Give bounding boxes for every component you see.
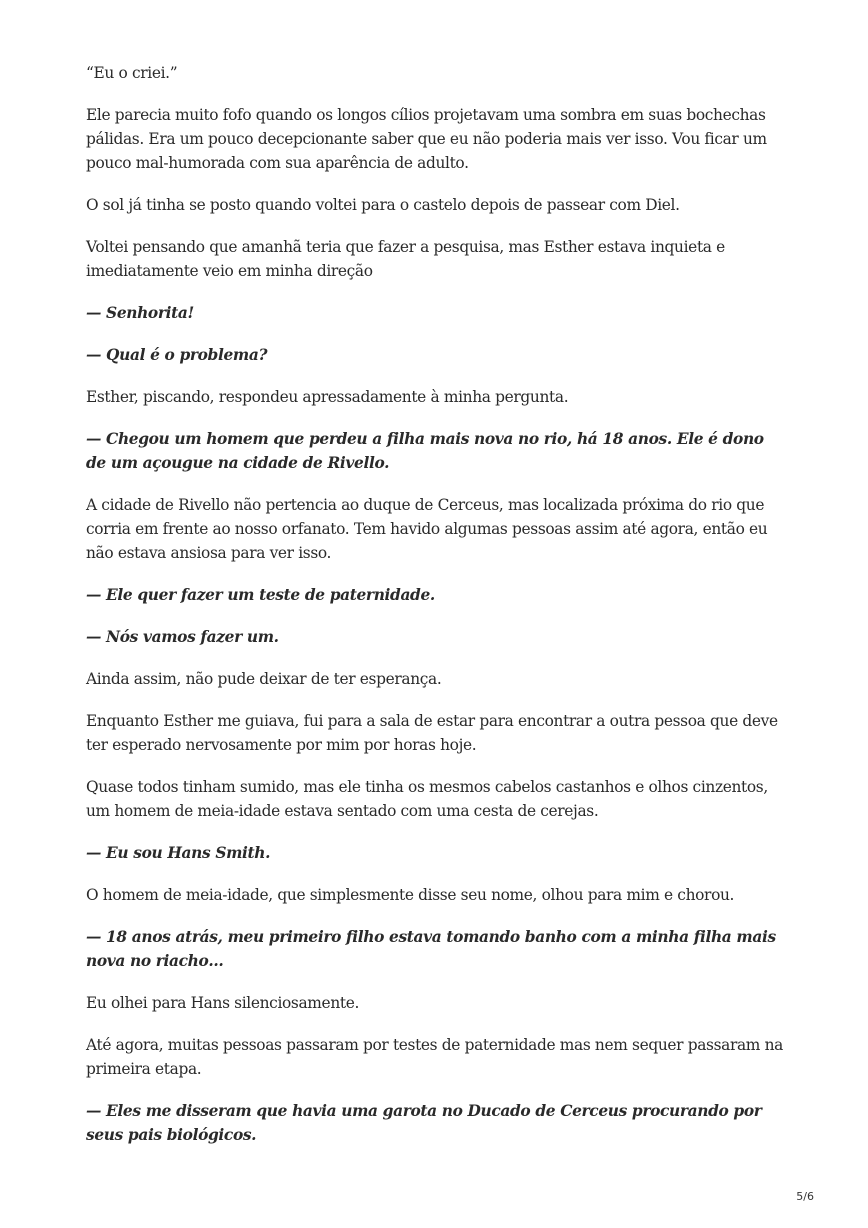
paragraph: Quase todos tinham sumido, mas ele tinha os mesmos cabelos castanhos e olhos cinzentos, um homem de meia-idade estava sentado com uma cesta de cerejas. [86,778,768,820]
dialogue-line: — Eles me disseram que havia uma garota no Ducado de Cerceus procurando por seus pais biológicos. [86,1102,762,1144]
dialogue-line: — Chegou um homem que perdeu a filha mais nova no rio, há 18 anos. Ele é dono de um açougue na cidade de Rivello. [86,430,764,472]
dialogue-line: — 18 anos atrás, meu primeiro filho estava tomando banho com a minha filha mais nova no riacho… [86,928,776,970]
paragraph: O sol já tinha se posto quando voltei para o castelo depois de passear com Diel. [86,196,680,214]
paragraph: O homem de meia-idade, que simplesmente disse seu nome, olhou para mim e chorou. [86,886,735,904]
paragraph: Voltei pensando que amanhã teria que fazer a pesquisa, mas Esther estava inquieta e imediatamente veio em minha direção [86,238,725,280]
document-body [86,61,786,1165]
dialogue-line: — Qual é o problema? [86,346,268,364]
paragraph: Ainda assim, não pude deixar de ter esperança. [86,670,442,688]
paragraph: “Eu o criei.” [86,64,178,82]
paragraph: Até agora, muitas pessoas passaram por testes de paternidade mas nem sequer passaram na primeira etapa. [86,1036,783,1078]
dialogue-line: — Ele quer fazer um teste de paternidade. [86,586,435,604]
dialogue-line: — Senhorita! [86,304,194,322]
paragraph: Ele parecia muito fofo quando os longos cílios projetavam uma sombra em suas bochechas pálidas. Era um pouco decepcionante saber que eu não poderia mais ver isso. Vou ficar um pouco mal-humorada com sua aparência de adulto. [86,106,767,172]
paragraph: Esther, piscando, respondeu apressadamente à minha pergunta. [86,388,569,406]
page-number: 5/6 [796,1190,814,1203]
paragraph: Enquanto Esther me guiava, fui para a sala de estar para encontrar a outra pessoa que deve ter esperado nervosamente por mim por horas hoje. [86,712,778,754]
paragraph: Eu olhei para Hans silenciosamente. [86,994,360,1012]
paragraph: A cidade de Rivello não pertencia ao duque de Cerceus, mas localizada próxima do rio que corria em frente ao nosso orfanato. Tem havido algumas pessoas assim até agora, então eu não estava ansiosa para ver isso. [86,496,768,562]
dialogue-line: — Eu sou Hans Smith. [86,844,271,862]
dialogue-line: — Nós vamos fazer um. [86,628,279,646]
